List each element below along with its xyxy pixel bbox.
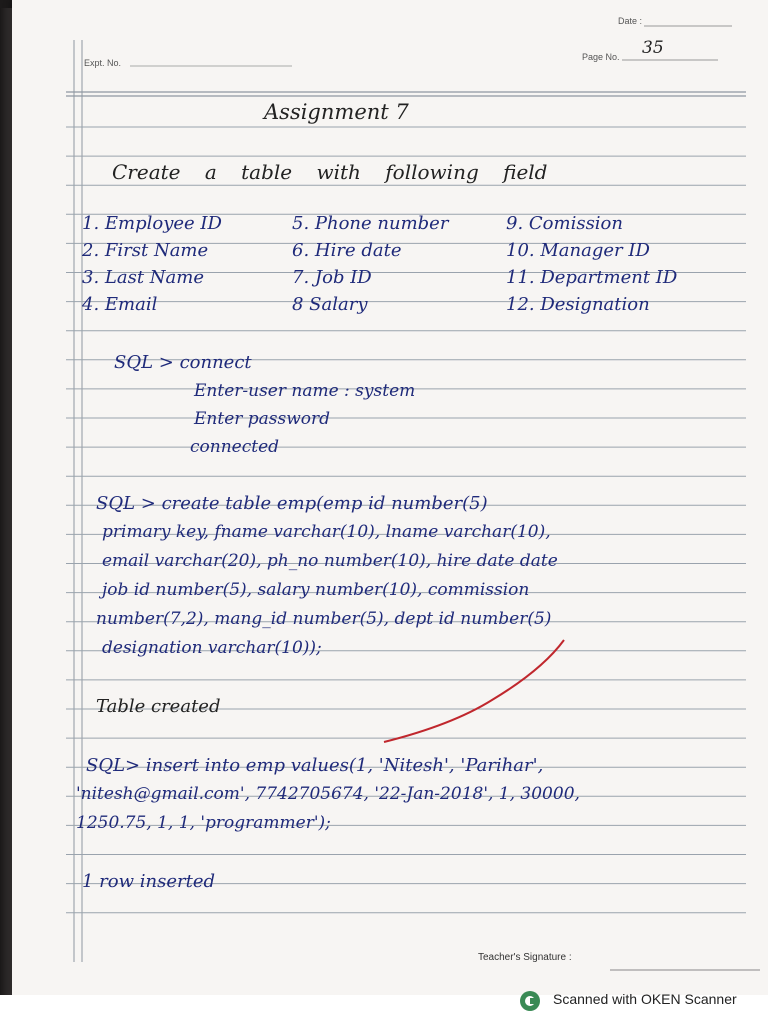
field-item: 4. Email	[82, 294, 158, 315]
field-item: 8 Salary	[292, 294, 368, 315]
sql-create-line: designation varchar(10));	[102, 638, 322, 658]
sql-output-line: Enter-user name : system	[194, 381, 416, 401]
sql-create-line: SQL > create table emp(emp id number(5)	[96, 493, 488, 514]
field-item: 1. Employee ID	[82, 213, 222, 234]
field-item: 2. First Name	[82, 240, 209, 261]
scanner-watermark-text: Scanned with OKEN Scanner	[553, 991, 737, 1007]
field-item: 5. Phone number	[292, 213, 449, 234]
notebook-page	[12, 0, 768, 995]
field-item: 7. Job ID	[292, 267, 372, 288]
teacher-signature-label: Teacher's Signature :	[478, 952, 572, 963]
page-no-label: Page No.	[582, 52, 620, 62]
sql-create-line: email varchar(20), ph_no number(10), hire date date	[102, 551, 558, 571]
task-heading: Create a table with following field	[112, 160, 548, 184]
page-number-value: 35	[642, 38, 664, 58]
table-created-result: Table created	[96, 696, 221, 717]
page-binding-shadow	[0, 0, 12, 1024]
sql-connect-command: SQL > connect	[114, 352, 252, 373]
field-item: 10. Manager ID	[506, 240, 650, 261]
sql-create-line: primary key, fname varchar(10), lname varchar(10),	[102, 522, 551, 542]
oken-scanner-logo-icon	[519, 990, 541, 1012]
field-item: 9. Comission	[506, 213, 623, 234]
field-item: 3. Last Name	[82, 267, 204, 288]
field-item: 6. Hire date	[292, 240, 402, 261]
sql-output-line: Enter password	[194, 409, 331, 429]
sql-insert-line: 1250.75, 1, 1, 'programmer');	[76, 813, 331, 833]
assignment-title: Assignment 7	[264, 100, 409, 124]
expt-no-label: Expt. No.	[84, 58, 122, 68]
sql-insert-line: 'nitesh@gmail.com', 7742705674, '22-Jan-2018', 1, 30000,	[76, 784, 580, 804]
sql-insert-line: SQL> insert into emp values(1, 'Nitesh', 'Parihar',	[86, 755, 544, 776]
sql-create-line: job id number(5), salary number(10), commission	[102, 580, 530, 600]
field-item: 11. Department ID	[506, 267, 678, 288]
row-inserted-result: 1 row inserted	[82, 871, 215, 892]
field-item: 12. Designation	[506, 294, 650, 315]
date-label: Date :	[618, 16, 643, 26]
sql-output-line: connected	[190, 437, 280, 457]
sql-create-line: number(7,2), mang_id number(5), dept id number(5)	[96, 609, 552, 629]
